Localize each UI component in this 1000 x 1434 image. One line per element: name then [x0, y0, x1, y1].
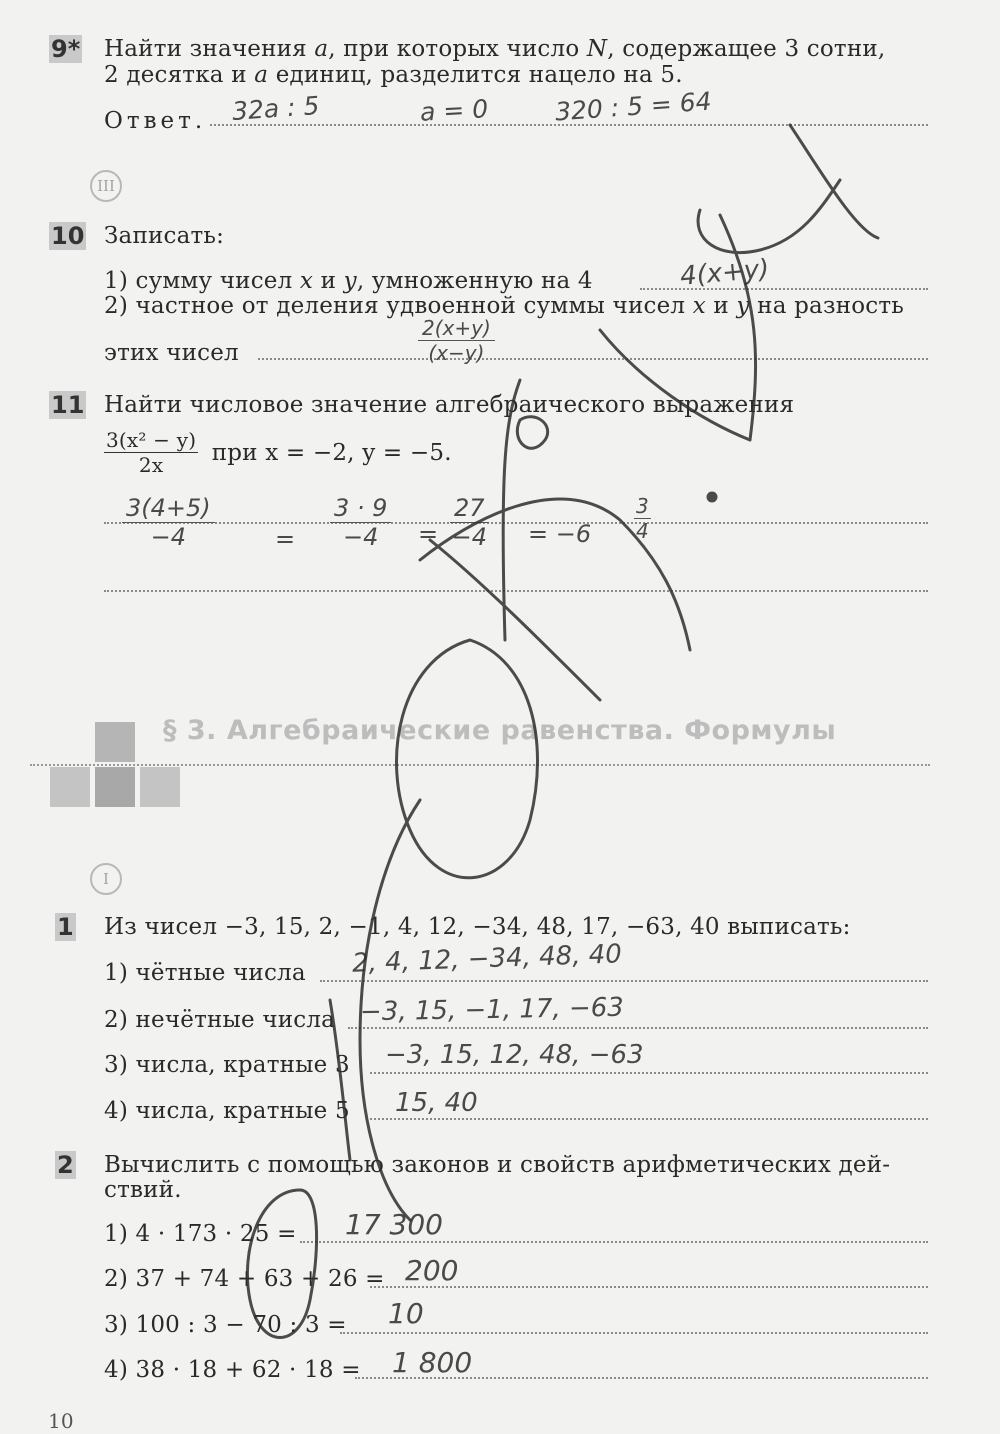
handwritten-equals: = — [418, 520, 439, 548]
text-fragment: и — [705, 293, 737, 319]
text-fragment: 2) частное от деления удвоенной суммы чисел — [104, 293, 693, 319]
task-1-item-label: 1) чётные числа — [104, 960, 306, 986]
task-2-item-expression: 2) 37 + 74 + 63 + 26 = — [104, 1266, 385, 1292]
handwritten-answer: 4(x+y) — [678, 254, 771, 292]
variable-x: x — [692, 293, 706, 319]
task-2-text-line2: ствий. — [104, 1177, 182, 1203]
task-1-item-label: 4) числа, кратные 5 — [104, 1098, 350, 1124]
task-10-item2-cont: этих чисел — [104, 340, 239, 366]
fraction-denominator: −4 — [451, 523, 487, 551]
task-1-item-label: 3) числа, кратные 3 — [104, 1052, 350, 1078]
handwritten-answer: 200 — [405, 1254, 459, 1287]
overlay-stroke — [517, 417, 547, 449]
task-10-number: 10 — [51, 222, 85, 250]
variable-n: N — [586, 36, 608, 62]
fraction-numerator: 3(4+5) — [122, 494, 215, 523]
handwritten-equals: = — [275, 525, 296, 553]
text-fragment: , содержащее 3 сотни, — [607, 36, 886, 62]
overlay-dot — [708, 493, 716, 501]
page-number: 10 — [48, 1409, 74, 1433]
text-fragment: , при которых число — [328, 36, 587, 62]
overlay-stroke — [247, 1190, 316, 1338]
expression-condition: при x = −2, y = −5. — [211, 439, 452, 466]
fraction-denominator: (x−y) — [428, 341, 485, 365]
text-fragment: Найти значения — [104, 36, 315, 62]
fraction-numerator: 27 — [450, 494, 489, 523]
fraction-denominator: 2x — [138, 453, 164, 477]
task-2-item-expression: 4) 38 · 18 + 62 · 18 = — [104, 1357, 361, 1383]
overlay-stroke — [600, 330, 750, 440]
overlay-stroke — [360, 800, 420, 1220]
task-1-text: Из чисел −3, 15, 2, −1, 4, 12, −34, 48, 17, −63, 40 выписать: — [104, 914, 851, 940]
task-9-number: 9* — [51, 35, 81, 63]
fraction-denominator: −4 — [343, 523, 379, 551]
overlay-stroke — [720, 215, 756, 440]
handwritten-result: = −6 — [528, 520, 592, 548]
handwritten-answer: 17 300 — [345, 1208, 443, 1241]
task-2-text-line1: Вычислить с помощью законов и свойств арифметических дей- — [104, 1152, 891, 1178]
variable-a: a — [254, 62, 269, 88]
variable-y: y — [343, 268, 357, 294]
handwritten-answer: −3, 15, −1, 17, −63 — [359, 992, 625, 1028]
task-10-heading: Записать: — [104, 223, 225, 249]
handwritten-answer: 320 : 5 = 64 — [554, 86, 713, 127]
fraction-denominator: 4 — [636, 519, 649, 543]
overlay-stroke — [397, 640, 538, 878]
fraction-denominator: −4 — [150, 523, 187, 551]
section-title: § 3. Алгебраические равенства. Формулы — [163, 715, 837, 746]
task-11-number: 11 — [51, 391, 85, 419]
handwritten-answer: 2, 4, 12, −34, 48, 40 — [351, 939, 623, 979]
variable-a: a — [314, 36, 329, 62]
task-1-item-label: 2) нечётные числа — [104, 1007, 336, 1033]
handwritten-answer: 15, 40 — [395, 1088, 478, 1118]
overlay-stroke — [420, 499, 690, 650]
fraction-numerator: 2(x+y) — [418, 316, 495, 341]
text-fragment: 2 десятка и — [104, 62, 255, 88]
overlay-stroke — [790, 125, 878, 238]
text-fragment: единиц, разделится нацело на 5. — [268, 62, 683, 88]
fraction-numerator: 3(x² − y) — [106, 428, 197, 452]
text-fragment: и — [313, 268, 344, 294]
variable-y: y — [736, 293, 750, 319]
task-11-text: Найти числовое значение алгебраического выражения — [104, 392, 795, 418]
fraction-numerator: 3 — [636, 494, 649, 518]
variable-x: x — [299, 268, 314, 294]
text-fragment: 1) сумму чисел — [104, 268, 300, 294]
text-fragment: на разность — [749, 293, 905, 319]
handwritten-answer: 1 800 — [392, 1346, 473, 1379]
task-2-number: 2 — [57, 1151, 74, 1179]
handwritten-answer: 32a : 5 — [231, 90, 321, 127]
text-fragment: , умноженную на 4 — [356, 268, 593, 294]
handwritten-answer: a = 0 — [419, 94, 489, 127]
handwritten-answer: −3, 15, 12, 48, −63 — [385, 1040, 644, 1070]
handwritten-answer: 10 — [388, 1297, 424, 1330]
task-2-item-expression: 3) 100 : 3 − 70 : 3 = — [104, 1312, 347, 1338]
overlay-stroke — [330, 1000, 350, 1160]
task-1-number: 1 — [57, 913, 74, 941]
fraction-numerator: 3 · 9 — [330, 494, 391, 523]
task-9-answer-label: Ответ. — [104, 108, 207, 134]
task-2-item-expression: 1) 4 · 173 · 25 = — [104, 1221, 297, 1247]
difficulty-level-3-marker: III — [90, 170, 122, 202]
difficulty-level-1-marker: I — [90, 863, 122, 895]
